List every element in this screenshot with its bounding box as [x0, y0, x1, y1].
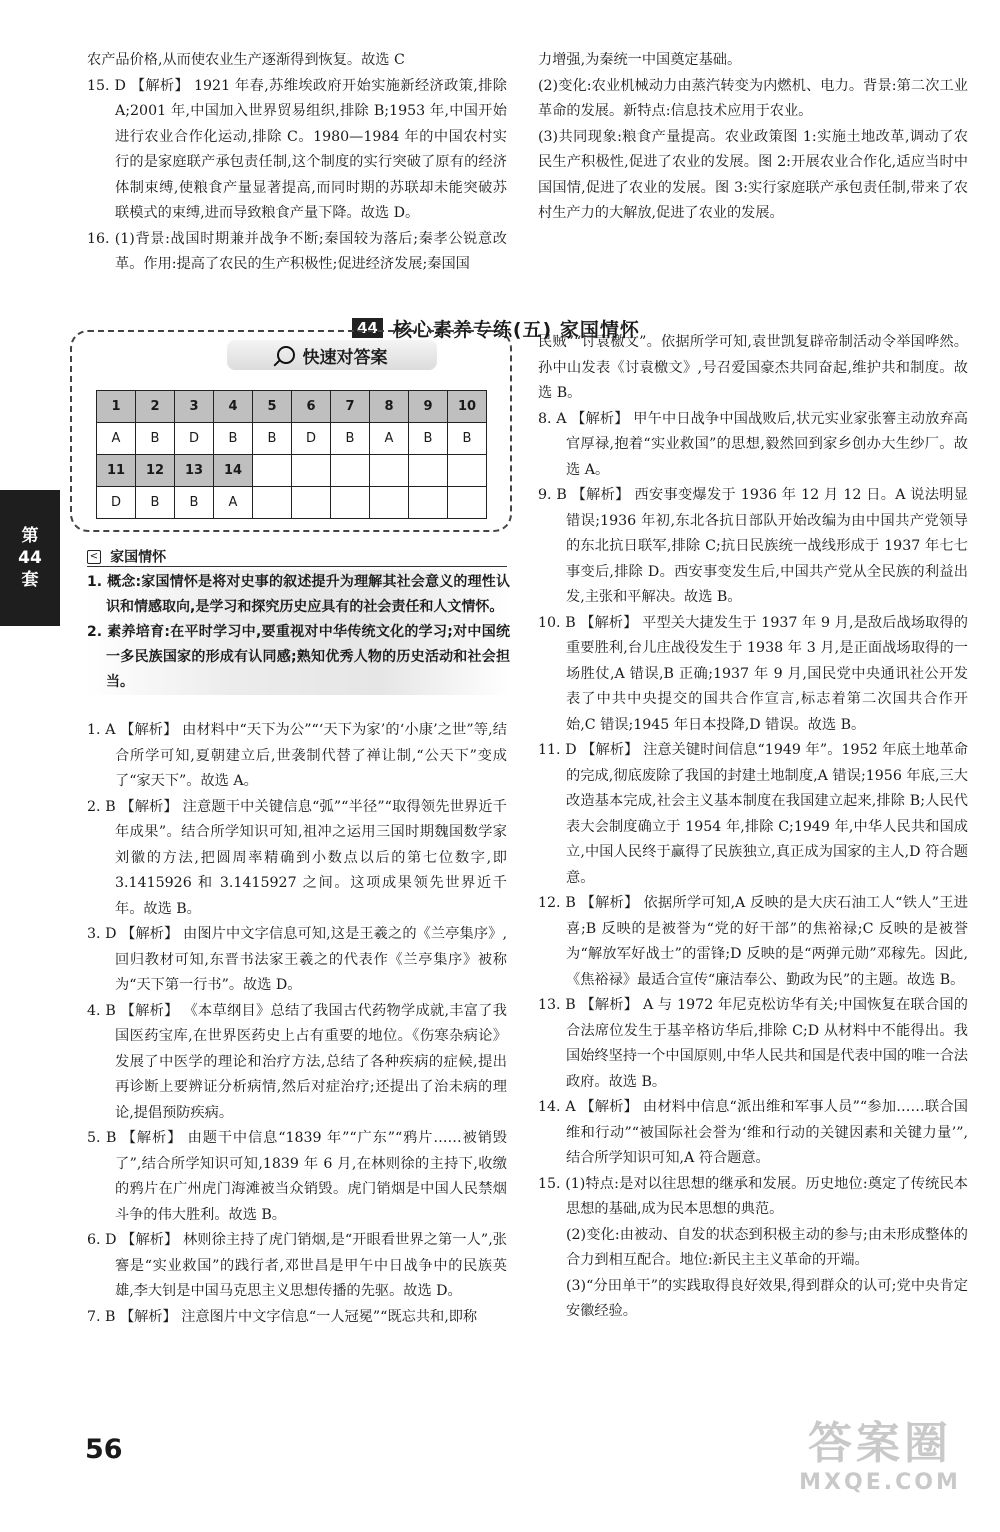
- answer-item: 4. B 【解析】 《本草纲目》总结了我国古代药物学成就,丰富了我国医药宝库,在世界医药史上占有重要的地位。《伤寒杂病论》发展了中医学的理论和治疗方法,总结了各种疾病的症候,提出再诊断上要辨证分析病情,然后对症治疗;还提出了治未病的理论,提倡预防疾病。: [87, 1002, 507, 1121]
- answer-cell: A: [370, 423, 409, 455]
- empty-cell: [331, 487, 370, 519]
- chapter-side-tab: [0, 490, 60, 626]
- topic-heading: [87, 546, 507, 567]
- question-number: 1: [97, 391, 136, 423]
- answer-continuation: 民贼”“讨袁檄文”。依据所学可知,袁世凯复辟帝制活动令举国哗然。孙中山发表《讨袁檄文》,号召爱国豪杰共同奋起,维护共和制度。故选 B。: [538, 334, 968, 401]
- answer-cell: A: [214, 487, 253, 519]
- question-number: 9: [409, 391, 448, 423]
- answer-cell: B: [136, 487, 175, 519]
- topic-point: 1. 概念:家国情怀是将对史事的叙述提升为理解其社会意义的理性认识和情感取向,是学习和探究历史应具有的社会责任和人文情怀。: [87, 574, 510, 615]
- text-line: (2)变化:农业机械动力由蒸汽转变为内燃机、电力。背景:第二次工业革命的发展。新特点:信息技术应用于农业。: [538, 77, 968, 119]
- answer-item: 14. A 【解析】 由材料中信息“派出维和军事人员”“参加……联合国维和行动”“被国际社会誉为‘维和行动的关键因素和关键力量’”,结合所学知识可知,A 符合题意。: [538, 1099, 968, 1166]
- empty-cell: [331, 455, 370, 487]
- watermark-text: 答案圈: [808, 1418, 952, 1469]
- text-line: (3)共同现象:粮食产量提高。农业政策图 1:实施土地改革,调动了农民生产积极性,促进了农业的发展。图 2:开展农业合作化,适应当时中国国情,促进了农业的发展。图 3:实行家庭联产承包责任制,带来了农村生产力的大解放,促进了农业的发展。: [538, 128, 968, 221]
- question-number: 11: [97, 455, 136, 487]
- empty-cell: [370, 487, 409, 519]
- answer-item: 15. (1)特点:是对以往思想的继承和发展。历史地位:奠定了传统民本思想的基础,成为民本思想的典范。: [538, 1175, 968, 1217]
- answer-item: 12. B 【解析】 依据所学可知,A 反映的是大庆石油工人“铁人”王进喜;B 反映的是被誉为“党的好干部”的焦裕禄;C 反映的是被誉为“解放军好战士”的雷锋;D 反映的是“两弹元勋”邓稼先。因此,《焦裕禄》最适合宣传“廉洁奉公、勤政为民”的主题。故选 B。: [538, 895, 968, 988]
- answer-item: 6. D 【解析】 林则徐主持了虎门销烟,是“开眼看世界之第一人”,张謇是“实业救国”的践行者,邓世昌是甲午中日战争中的民族英雄,李大钊是中国马克思主义思想传播的先驱。故选 D。: [87, 1232, 507, 1299]
- topic-point: 2. 素养培育:在平时学习中,要重视对中华传统文化的学习;对中国统一多民族国家的形成有认同感;熟知优秀人物的历史活动和社会担当。: [87, 624, 510, 690]
- section-number: 44: [352, 318, 383, 338]
- table-row: [97, 423, 487, 455]
- empty-cell: [448, 487, 487, 519]
- empty-cell: [253, 487, 292, 519]
- table-row: [97, 455, 487, 487]
- empty-cell: [370, 455, 409, 487]
- side-tab-line: 第: [21, 526, 39, 546]
- topic-summary: [84, 570, 510, 695]
- watermark-logo: [780, 1418, 980, 1508]
- quick-answer-title: 快速对答案: [302, 347, 388, 368]
- page-number: 56: [85, 1434, 123, 1465]
- magnifier-icon: [277, 346, 295, 364]
- text-line: 力增强,为秦统一中国奠定基础。: [538, 52, 742, 68]
- share-icon: <: [87, 550, 101, 564]
- question-number: 13: [175, 455, 214, 487]
- question-number: 8: [370, 391, 409, 423]
- table-row: [97, 391, 487, 423]
- answer-item: 13. B 【解析】 A 与 1972 年尼克松访华有关;中国恢复在联合国的合法席位发生于基辛格访华后,排除 C;D 从材料中不能得出。我国始终坚持一个中国原则,中华人民共和国是代表中国的唯一合法政府。故选 B。: [538, 997, 968, 1090]
- left-top-column: [87, 48, 507, 278]
- question-number: 2: [136, 391, 175, 423]
- watermark-url: MXQE.COM: [799, 1470, 961, 1495]
- answer-item: 2. B 【解析】 注意题干中关键信息“弧”“半径”“取得领先世界近千年成果”。结合所学知识可知,祖冲之运用三国时期魏国数学家刘徽的方法,把圆周率精确到小数点以后的第七位数字,即 3.1415926 和 3.1415927 之间。这项成果领先世界近千年。故选 B。: [87, 798, 507, 917]
- answer-item: 10. B 【解析】 平型关大捷发生于 1937 年 9 月,是敌后战场取得的重要胜利,台儿庄战役发生于 1938 年 3 月,是正面战场取得的一场胜仗,A 错误,B 正确;1937 年 9 月,国民党中央通讯社公开发表了中共中央提交的国共合作宣言,标志着第二次国共合作开始,C 错误;1945 年日本投降,D 错误。故选 B。: [538, 614, 968, 733]
- empty-cell: [253, 455, 292, 487]
- quick-answer-header: [227, 340, 437, 370]
- answer-item: 15. D 【解析】 1921 年春,苏维埃政府开始实施新经济政策,排除 A;2001 年,中国加入世界贸易组织,排除 B;1953 年,中国开始进行农业合作化运动,排除 C。1980—1984 年的中国农村实行的是家庭联产承包责任制,这个制度的实行突破了原有的经济体制束缚,使粮食产量显著提高,而同时期的苏联却未能突破苏联模式的束缚,进而导致粮食产量下降。故选 D。: [87, 77, 507, 221]
- answer-item: 8. A 【解析】 甲午中日战争中国战败后,状元实业家张謇主动放弃高官厚禄,抱着“实业救国”的思想,毅然回到家乡创办大生纱厂。故选 A。: [538, 410, 968, 478]
- answer-item: 7. B 【解析】 注意图片中文字信息“一人冠冕”“既忘共和,即称: [87, 1308, 478, 1325]
- answer-cell: B: [448, 423, 487, 455]
- answer-item: 1. A 【解析】 由材料中“天下为公”“‘天下为家’的‘小康’之世”等,结合所学可知,夏朝建立后,世袭制代替了禅让制,“公天下”变成了“家天下”。故选 A。: [87, 722, 507, 789]
- answer-cell: B: [253, 423, 292, 455]
- topic-title: 家国情怀: [110, 549, 167, 566]
- table-row: [97, 487, 487, 519]
- answer-subitem: (3)“分田单干”的实践取得良好效果,得到群众的认可;党中央肯定安徽经验。: [566, 1277, 968, 1319]
- answer-subitem: (2)变化:由被动、自发的状态到积极主动的参与;由未形成整体的合力到相互配合。地位:新民主主义革命的开端。: [566, 1226, 968, 1268]
- question-number: 7: [331, 391, 370, 423]
- answer-cell: B: [136, 423, 175, 455]
- question-number: 14: [214, 455, 253, 487]
- answer-cell: B: [409, 423, 448, 455]
- answer-cell: A: [97, 423, 136, 455]
- right-answer-column: [538, 330, 968, 1325]
- quick-answer-box: [70, 330, 512, 532]
- question-number: 10: [448, 391, 487, 423]
- answer-cell: B: [331, 423, 370, 455]
- answer-cell: D: [292, 423, 331, 455]
- answer-cell: D: [175, 423, 214, 455]
- empty-cell: [292, 455, 331, 487]
- question-number: 5: [253, 391, 292, 423]
- answer-cell: D: [97, 487, 136, 519]
- answer-item: 9. B 【解析】 西安事变爆发于 1936 年 12 月 12 日。A 说法明显错误;1936 年初,东北各抗日部队开始改编为由中国共产党领导的东北抗日联军,排除 C;抗日民族统一战线形成于 1937 年七七事变后,排除 D。西安事变发生后,中国共产党从全民族的利益出发,主张和平解决。故选 B。: [538, 487, 968, 605]
- question-number: 12: [136, 455, 175, 487]
- answer-item: 3. D 【解析】 由图片中文字信息可知,这是王羲之的《兰亭集序》,回归教材可知,东晋书法家王羲之的代表作《兰亭集序》被称为“天下第一行书”。故选 D。: [87, 926, 507, 993]
- answer-item: 11. D 【解析】 注意关键时间信息“1949 年”。1952 年底土地革命的完成,彻底废除了我国的封建土地制度,A 错误;1956 年底,三大改造基本完成,社会主义基本制度在我国建立起来,排除 B;人民代表大会制度确立于 1954 年,排除 C;1949 年,中华人民共和国成立,中国人民终于赢得了民族独立,真正成为国家的主人,D 符合题意。: [538, 742, 968, 886]
- left-answer-column: [87, 718, 507, 1330]
- answer-table: [96, 390, 487, 519]
- answer-item: 5. B 【解析】 由题干中信息“1839 年”“广东”“鸦片……被销毁了”,结合所学知识可知,1839 年 6 月,在林则徐的主持下,收缴的鸦片在广州虎门海滩被当众销毁。虎门销烟是中国人民禁烟斗争的伟大胜利。故选 B。: [87, 1130, 507, 1223]
- text-line: 农产品价格,从而使农业生产逐渐得到恢复。故选 C: [87, 52, 405, 68]
- question-number: 6: [292, 391, 331, 423]
- empty-cell: [448, 455, 487, 487]
- empty-cell: [292, 487, 331, 519]
- empty-cell: [409, 487, 448, 519]
- question-number: 4: [214, 391, 253, 423]
- side-tab-line: 套: [21, 570, 39, 590]
- empty-cell: [409, 455, 448, 487]
- answer-item: 16. (1)背景:战国时期兼并战争不断;秦国较为落后;秦孝公锐意改革。作用:提高了农民的生产积极性;促进经济发展;秦国国: [87, 230, 507, 272]
- right-top-column: [538, 48, 968, 227]
- section-title: 核心素养专练(五) 家国情怀: [392, 318, 640, 341]
- answer-cell: B: [214, 423, 253, 455]
- question-number: 3: [175, 391, 214, 423]
- answer-cell: B: [175, 487, 214, 519]
- side-tab-line: 44: [18, 548, 42, 568]
